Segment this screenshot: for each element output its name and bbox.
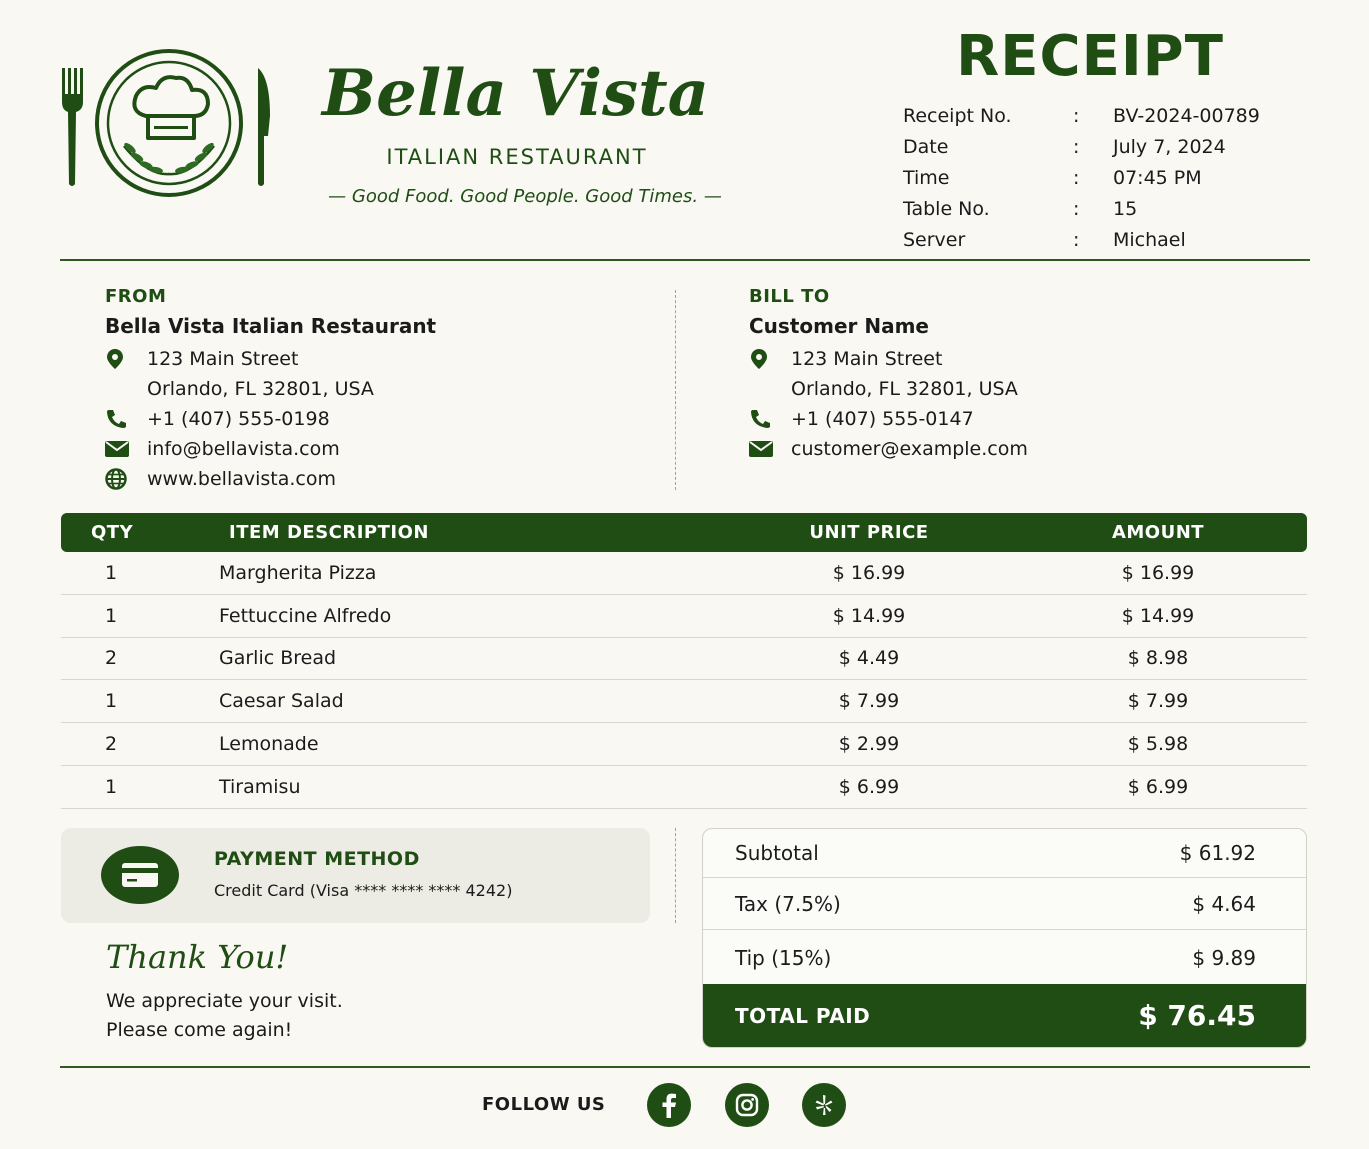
- brand-subtitle: ITALIAN RESTAURANT: [386, 145, 648, 169]
- meta-value: July 7, 2024: [1113, 135, 1226, 158]
- bill-to-phone-line: [749, 404, 1028, 434]
- from-email[interactable]: info@bellavista.com: [147, 438, 340, 460]
- header-amount: AMOUNT: [1111, 522, 1205, 543]
- bill-to-section: [749, 286, 1028, 464]
- row-description: Margherita Pizza: [219, 561, 377, 584]
- meta-row-time: [903, 162, 1313, 193]
- table-row: [61, 595, 1307, 638]
- facebook-icon[interactable]: [647, 1083, 691, 1127]
- total-paid-label: TOTAL PAID: [735, 1003, 871, 1028]
- row-description: Tiramisu: [219, 775, 301, 798]
- row-unit-price: $ 4.49: [838, 647, 900, 670]
- row-qty: 1: [105, 604, 118, 627]
- meta-value: 07:45 PM: [1113, 166, 1202, 189]
- yelp-icon[interactable]: [802, 1083, 846, 1127]
- tip-row: [703, 930, 1306, 985]
- meta-sep: :: [1073, 228, 1080, 251]
- meta-value: 15: [1113, 197, 1138, 220]
- payment-method-box: [61, 828, 650, 923]
- row-qty: 1: [105, 690, 118, 713]
- tax-label: Tax (7.5%): [735, 891, 841, 916]
- meta-key: Receipt No.: [903, 104, 1012, 127]
- mail-icon: [749, 441, 791, 457]
- row-qty: 1: [105, 561, 118, 584]
- from-address-line-2: [105, 374, 436, 404]
- bill-to-phone: +1 (407) 555-0147: [791, 408, 974, 430]
- from-email-line: [105, 434, 436, 464]
- thank-you-line-1: We appreciate your visit.: [106, 990, 343, 1012]
- from-website-line: [105, 464, 436, 494]
- party-divider: [675, 290, 676, 490]
- bill-to-email-line: [749, 434, 1028, 464]
- total-paid-row: [703, 984, 1306, 1047]
- subtotal-label: Subtotal: [735, 841, 819, 865]
- meta-key: Date: [903, 135, 949, 158]
- table-row: [61, 680, 1307, 723]
- row-qty: 1: [105, 775, 118, 798]
- bill-to-email[interactable]: customer@example.com: [791, 438, 1028, 460]
- total-paid-value: $ 76.45: [1138, 999, 1256, 1032]
- from-website[interactable]: www.bellavista.com: [147, 468, 336, 490]
- payment-method-label: PAYMENT METHOD: [214, 848, 420, 870]
- meta-value: BV-2024-00789: [1113, 104, 1260, 127]
- row-amount: $ 5.98: [1127, 733, 1189, 756]
- meta-sep: :: [1073, 135, 1080, 158]
- row-amount: $ 8.98: [1127, 647, 1189, 670]
- table-row: [61, 552, 1307, 595]
- restaurant-logo: [58, 46, 276, 198]
- from-phone: +1 (407) 555-0198: [147, 408, 330, 430]
- header-divider: [60, 259, 1310, 261]
- row-qty: 2: [105, 733, 118, 756]
- location-pin-icon: [105, 348, 147, 370]
- phone-icon: [105, 409, 147, 429]
- from-label: FROM: [105, 286, 167, 307]
- row-unit-price: $ 16.99: [832, 561, 906, 584]
- from-name: Bella Vista Italian Restaurant: [105, 314, 437, 338]
- row-description: Lemonade: [219, 733, 319, 756]
- bill-to-address2: Orlando, FL 32801, USA: [791, 378, 1018, 400]
- meta-value: Michael: [1113, 228, 1186, 251]
- items-table: [61, 513, 1307, 809]
- row-description: Fettuccine Alfredo: [219, 604, 392, 627]
- meta-row-table-no: [903, 193, 1313, 224]
- bill-to-name: Customer Name: [749, 314, 929, 338]
- row-unit-price: $ 14.99: [832, 604, 906, 627]
- thank-you-title: Thank You!: [106, 938, 289, 976]
- from-phone-line: [105, 404, 436, 434]
- tax-value: $ 4.64: [1192, 891, 1256, 916]
- meta-key: Time: [903, 166, 950, 189]
- payment-method-value: Credit Card (Visa **** **** **** 4242): [214, 881, 513, 900]
- location-pin-icon: [749, 348, 791, 370]
- row-amount: $ 6.99: [1127, 775, 1189, 798]
- thank-you-line-2: Please come again!: [106, 1019, 293, 1041]
- meta-key: Table No.: [903, 197, 990, 220]
- payment-divider: [675, 828, 676, 923]
- row-unit-price: $ 7.99: [838, 690, 900, 713]
- tip-value: $ 9.89: [1192, 945, 1256, 970]
- from-section: [105, 286, 436, 494]
- receipt-meta: [903, 100, 1313, 255]
- instagram-icon[interactable]: [725, 1083, 769, 1127]
- tax-row: [703, 878, 1306, 930]
- footer-divider: [60, 1066, 1310, 1068]
- row-unit-price: $ 6.99: [838, 775, 900, 798]
- row-unit-price: $ 2.99: [838, 733, 900, 756]
- header-unit-price: UNIT PRICE: [809, 522, 929, 543]
- table-row: [61, 723, 1307, 766]
- receipt-title: RECEIPT: [956, 24, 1224, 89]
- row-amount: $ 14.99: [1121, 604, 1195, 627]
- brand-tagline: — Good Food. Good People. Good Times. —: [328, 186, 722, 207]
- meta-sep: :: [1073, 166, 1080, 189]
- table-row: [61, 638, 1307, 681]
- bill-to-address1: 123 Main Street: [791, 348, 943, 370]
- credit-card-icon: [101, 846, 179, 904]
- from-address1: 123 Main Street: [147, 348, 299, 370]
- phone-icon: [749, 409, 791, 429]
- meta-sep: :: [1073, 104, 1080, 127]
- subtotal-row: [703, 829, 1306, 878]
- from-address-line: [105, 344, 436, 374]
- meta-sep: :: [1073, 197, 1080, 220]
- table-row: [61, 766, 1307, 809]
- meta-row-date: [903, 131, 1313, 162]
- table-header: [61, 513, 1307, 552]
- globe-icon: [105, 468, 147, 490]
- row-qty: 2: [105, 647, 118, 670]
- row-amount: $ 16.99: [1121, 561, 1195, 584]
- follow-us-label: FOLLOW US: [482, 1094, 606, 1115]
- totals-box: [702, 828, 1307, 1048]
- row-description: Caesar Salad: [219, 690, 344, 713]
- meta-row-receipt-no: [903, 100, 1313, 131]
- meta-key: Server: [903, 228, 966, 251]
- brand-name: Bella Vista: [322, 56, 710, 131]
- row-description: Garlic Bread: [219, 647, 337, 670]
- bill-to-label: BILL TO: [749, 286, 830, 307]
- bill-to-address-line: [749, 344, 1028, 374]
- from-address2: Orlando, FL 32801, USA: [147, 378, 374, 400]
- header-qty: QTY: [91, 522, 134, 543]
- subtotal-value: $ 61.92: [1179, 841, 1256, 865]
- meta-row-server: [903, 224, 1313, 255]
- tip-label: Tip (15%): [735, 945, 832, 970]
- row-amount: $ 7.99: [1127, 690, 1189, 713]
- bill-to-address-line-2: [749, 374, 1028, 404]
- mail-icon: [105, 441, 147, 457]
- header-description: ITEM DESCRIPTION: [229, 522, 429, 543]
